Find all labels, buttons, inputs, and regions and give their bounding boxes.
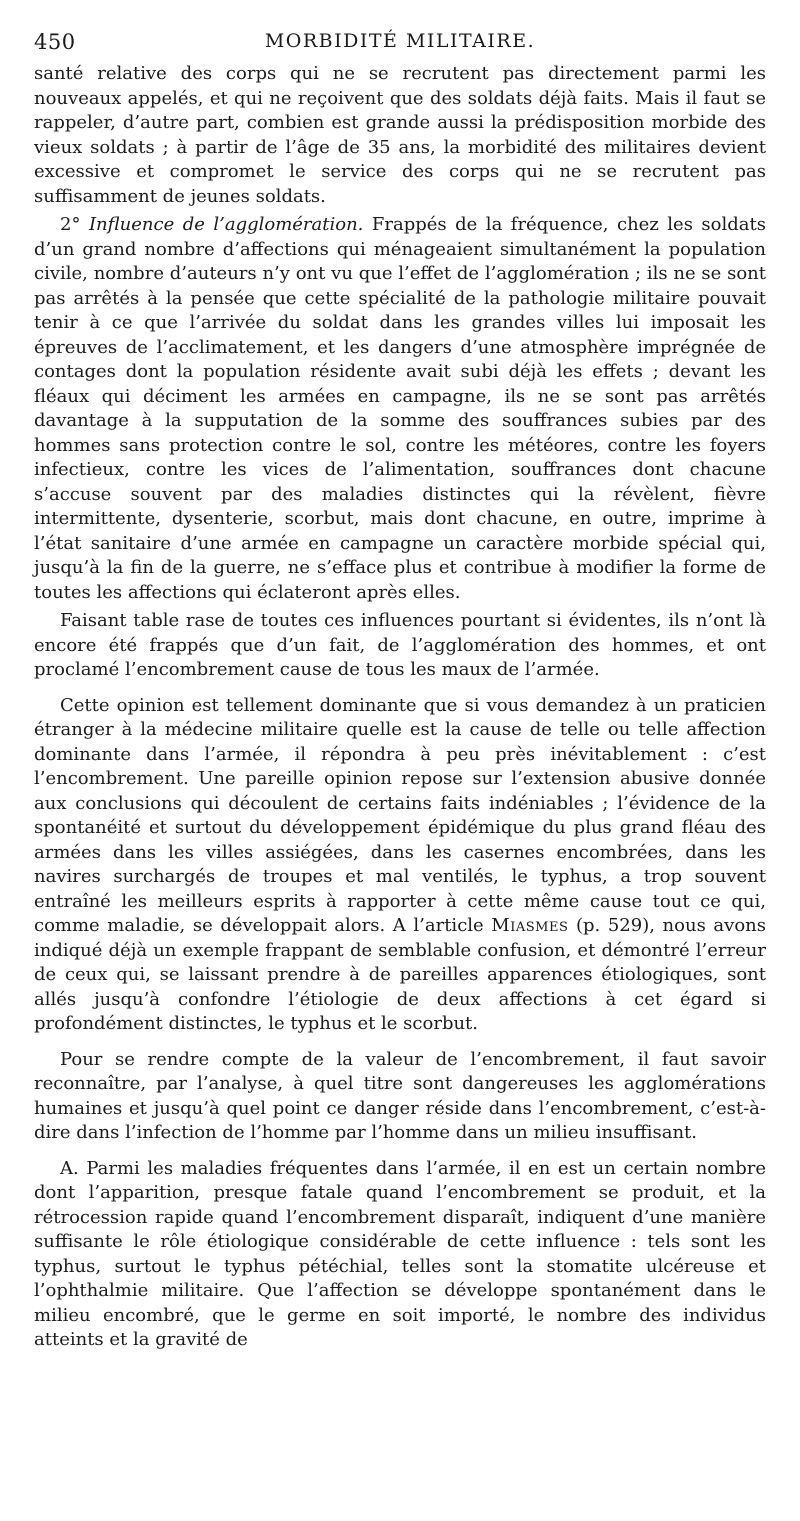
section-label: A. (60, 1157, 79, 1179)
page-header (34, 22, 766, 62)
paragraph-5: Pour se rendre compte de la valeur de l’encombrement, il faut savoir reconnaître, par l’analyse, à quel titre sont dangereuses les agglomérations humaines et jusqu’à quel point ce danger réside dans l’encombrement, c’est-à-dire dans l’infection de l’homme par l’homme dans un milieu insuffisant. (34, 1048, 766, 1143)
paragraph-2-text: Frappés de la fréquence, chez les soldats d’un grand nombre d’affections qui ménageaient simultanément la population civile, nombre d’auteurs n’y ont vu que l’effet de l’agglomération ; ils ne se sont pas arrêtés à la pensée que cette spécialité de la pathologie militaire pouvait tenir à ce que l’arrivée du soldat dans les grandes villes lui imposait les épreuves de l’acclimatement, et les dangers d’une atmosphère imprégnée de contages dont la population résidente avait subi déjà les effets ; devant les fléaux qui déciment les armées en campagne, ils ne se sont pas arrêtés davantage à la supputation de la somme des souffrances subies par des hommes sans protection contre le sol, contre les météores, contre les foyers infectieux, contre les vices de l’alimentation, souffrances dont chacune s’accuse souvent par des maladies distinctes qui la révèlent, fièvre intermittente, dysenterie, scorbut, mais dont chacune, en outre, imprime à l’état sanitaire d’une armée en campagne un caractère morbide spécial qui, jusqu’à la fin de la guerre, ne s’efface plus et contribue à modifier la forme de toutes les affections qui éclateront après elles. (34, 214, 766, 603)
body-text (34, 62, 766, 1353)
book-page (34, 22, 766, 1353)
section-subheading: Influence de l’agglomération. (88, 214, 364, 235)
paragraph-6 (34, 1157, 766, 1353)
paragraph-4 (34, 694, 766, 1037)
paragraph-1: santé relative des corps qui ne se recrutent pas directement parmi les nouveaux appelés, et qui ne reçoivent que des soldats déjà faits. Mais il faut se rappeler, d’autre part, combien est grande aussi la prédisposition morbide des vieux soldats ; à partir de l’âge de 35 ans, la morbidité des militaires devient excessive et compromet le service des corps qui ne se recrutent pas suffisamment de jeunes soldats. (34, 63, 766, 207)
page-number: 450 (34, 30, 76, 54)
paragraph-6-text: Parmi les maladies fréquentes dans l’armée, il en est un certain nombre dont l’apparition, presque fatale quand l’encombrement se produit, et la rétrocession rapide quand l’encombrement disparaît, indiquent d’une manière suffisante le rôle étiologique considérable de cette influence : tels sont les typhus, surtout le typhus pétéchial, telles sont la stomatite ulcéreuse et l’ophthalmie militaire. Que l’affection se développe spontanément dans le milieu encombré, que le germe en soit importé, le nombre des individus atteints et la gravité de (34, 1157, 766, 1350)
paragraph-4-text-after: (p. 529), nous avons indiqué déjà un exemple frappant de semblable confusion, et démontré l’erreur de ceux qui, se laissant prendre à de pareilles apparences étiologiques, sont allés jusqu’à confondre l’étiologie de deux affections à cet égard si profondément distinctes, le typhus et le scorbut. (34, 915, 766, 1034)
cross-reference-miasmes: Miasmes (491, 915, 569, 936)
paragraph-2 (34, 213, 766, 605)
section-number: 2° (60, 214, 81, 235)
running-title: MORBIDITÉ MILITAIRE. (264, 30, 536, 52)
paragraph-3: Faisant table rase de toutes ces influences pourtant si évidentes, ils n’ont là encore été frappés que d’un fait, de l’agglomération des hommes, et ont proclamé l’encombrement cause de tous les maux de l’armée. (34, 610, 766, 680)
paragraph-4-text-before: Cette opinion est tellement dominante que si vous demandez à un praticien étranger à la médecine militaire quelle est la cause de telle ou telle affection dominante dans l’armée, il répondra à peu près inévitablement : c’est l’encombrement. Une pareille opinion repose sur l’extension abusive donnée aux conclusions qui découlent de certains faits indéniables ; l’évidence de la spontanéité et surtout du développement épidémique du plus grand fléau des armées dans les villes assiégées, dans les casernes encombrées, dans les navires surchargés de troupes et mal ventilés, le typhus, a trop souvent entraîné les meilleurs esprits à rapporter à cette même cause tout ce qui, comme maladie, se développait alors. A l’article (34, 694, 766, 936)
